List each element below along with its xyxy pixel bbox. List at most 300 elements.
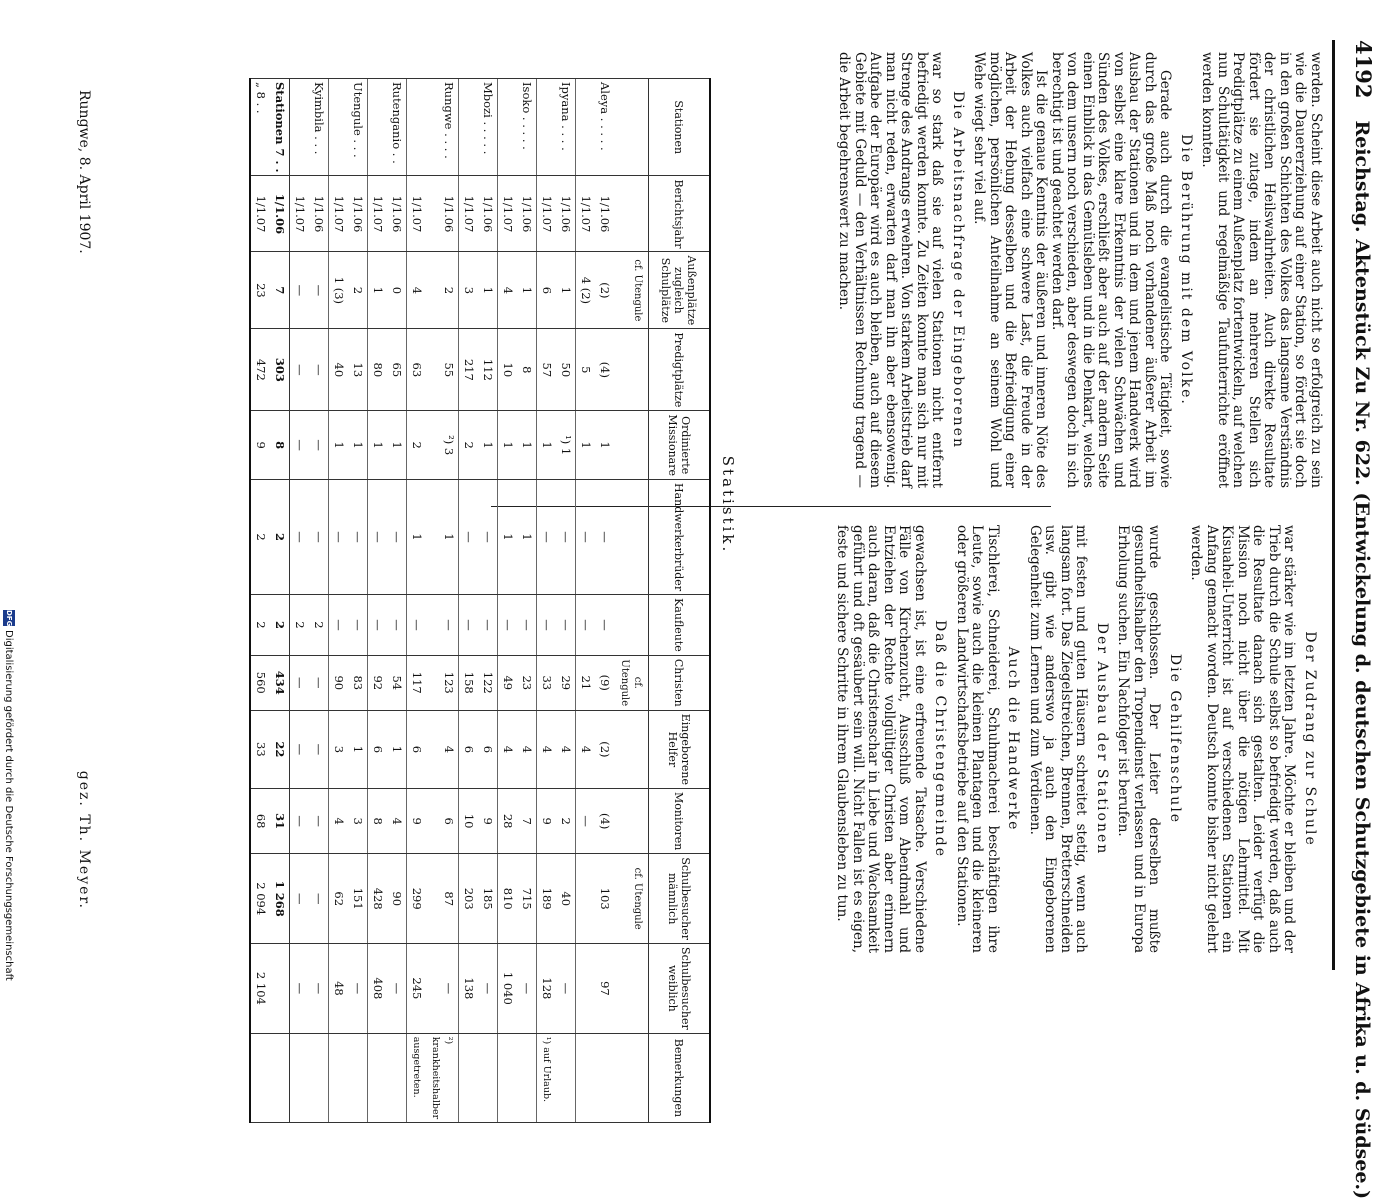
table-cell: — — [290, 854, 310, 944]
table-row — [576, 79, 596, 1123]
table-cell — [614, 710, 649, 788]
table-cell: 1 — [407, 479, 427, 594]
section-heading: Der Zudrang zur Schule — [1302, 631, 1318, 847]
table-cell: 428 — [368, 854, 388, 944]
right-column — [834, 525, 1323, 953]
table-cell: 1 — [329, 411, 349, 480]
table-cell: — — [459, 479, 479, 594]
table-cell: 7 — [270, 252, 290, 329]
paragraph: war so stark daß sie auf vielen Stationen nicht entfernt befriedigt werden konnte. Zu Zeiten konnte man sich nur mit Strenge des Andrangs erwehren. Von starkem Arbeitstrieb darf man nicht reden, erwarten darf man ihn aber ebensowenig. Aufgabe der Europäer wird es auch bleiben, auch auf diesem Gebiete mit Geduld — den Verhältnissen Rechnung tragend — die Arbeit begehrenswert zu machen. — [836, 52, 946, 488]
table-cell: 40 — [556, 854, 576, 944]
table-cell: cf. Utengule — [614, 252, 649, 329]
place-date: Rungwe, 8. April 1907. — [76, 90, 92, 254]
table-cell: — — [498, 595, 518, 656]
paragraph: war stärker wie im letzten Jahre. Möchte er bleiben und der Trieb durch die Schule selbst so befriedigt werden, daß auch die Resultate danach sich gestalten. Leider verfügt die Mission noch nicht über die nötigen Lehrmittel. Mit Kisuaheli-Unterricht ist auf verschiedenen Stationen ein Anfang gemacht worden. Deutsch konnte bisher nicht gelehrt werden. — [1188, 525, 1298, 953]
table-cell: 21 — [576, 655, 596, 710]
table-cell: 1 — [478, 411, 498, 480]
table-cell: — — [309, 944, 329, 1034]
table-cell: — — [556, 479, 576, 594]
table-cell: 54 — [387, 655, 407, 710]
table-cell: Mbozi . . . . . — [478, 79, 498, 176]
table-cell: 3 — [348, 788, 368, 853]
table-cell: 49 — [498, 655, 518, 710]
table-cell: 4 — [517, 710, 537, 788]
table-cell: — — [290, 329, 310, 411]
table-cell: 1/1.06 — [387, 176, 407, 252]
table-cell: 6 — [478, 710, 498, 788]
table-cell: 0 — [387, 252, 407, 329]
table-cell: 31 — [270, 788, 290, 853]
table-cell: 2 104 — [250, 944, 270, 1034]
column-header: Außenplätze zugleich Schulplätze — [649, 252, 711, 329]
table-cell: — — [426, 595, 459, 656]
table-cell: 3 — [329, 710, 349, 788]
table-cell: (4) — [595, 788, 614, 853]
table-cell: — — [517, 595, 537, 656]
table-cell: 63 — [407, 329, 427, 411]
table-cell — [407, 79, 427, 176]
table-cell: 138 — [459, 944, 479, 1034]
section-heading: Daß die Christengemeinde — [932, 619, 949, 859]
table-row — [614, 79, 649, 1123]
table-cell: — — [478, 479, 498, 594]
dfg-logo: DFG — [5, 610, 13, 627]
table-cell: — — [595, 479, 614, 594]
table-cell: — — [309, 788, 329, 853]
table-cell — [387, 1033, 407, 1122]
table-cell: 1 — [478, 252, 498, 329]
signoff — [76, 90, 92, 910]
table-cell: Isoko . . . . . — [517, 79, 537, 176]
table-cell: — — [537, 479, 557, 594]
table-cell: 434 — [270, 655, 290, 710]
table-cell — [614, 1033, 649, 1122]
table-cell: — — [309, 854, 329, 944]
table-cell — [614, 944, 649, 1034]
table-cell — [309, 1033, 329, 1122]
table-cell: 123 — [426, 655, 459, 710]
table-cell — [270, 1033, 290, 1122]
paragraph: wurde geschlossen. Der Leiter derselben mußte gesundheitshalber den Tropendienst verlassen und in Europa Erholung suchen. Ein Nachfolger ist berufen. — [1115, 525, 1163, 953]
table-cell: 50 — [556, 329, 576, 411]
table-cell: 112 — [478, 329, 498, 411]
table-cell: — — [368, 479, 388, 594]
table-cell: 57 — [537, 329, 557, 411]
table-cell: 23 — [250, 252, 270, 329]
table-body — [250, 79, 649, 1123]
table-cell: (4) — [595, 329, 614, 411]
table-cell — [290, 79, 310, 176]
table-cell — [290, 1033, 310, 1122]
table-cell — [614, 411, 649, 480]
table-cell: Rungwe . . . . — [426, 79, 459, 176]
table-cell: 1 — [556, 252, 576, 329]
table-cell: — — [290, 479, 310, 594]
table-cell: 2 — [556, 788, 576, 853]
table-cell: 92 — [368, 655, 388, 710]
table-cell: 1 — [348, 411, 368, 480]
table-row — [517, 79, 537, 1123]
table-row — [387, 79, 407, 1123]
table-cell: — — [595, 595, 614, 656]
table-cell: 28 — [498, 788, 518, 853]
table-cell: 189 — [537, 854, 557, 944]
table-cell: — — [309, 411, 329, 480]
table-cell: 90 — [329, 655, 349, 710]
table-cell — [576, 79, 596, 176]
table-cell: 4 — [329, 788, 349, 853]
table-cell: 1/1.06 — [478, 176, 498, 252]
section-heading: Die Berührung mit dem Volke. — [1178, 134, 1194, 406]
column-header: Handwerkerbrüder — [649, 479, 711, 594]
table-cell: 6 — [537, 252, 557, 329]
sidebar-strip — [0, 605, 20, 1000]
table-cell: 1 268 — [270, 854, 290, 944]
table-row — [498, 79, 518, 1123]
table-cell: 1/1.06 — [517, 176, 537, 252]
table-cell: Utengule . . . — [348, 79, 368, 176]
table-cell: ²) 3 — [426, 411, 459, 480]
table-cell: 97 — [595, 944, 614, 1034]
table-cell: 9 — [250, 411, 270, 480]
table-cell: 122 — [478, 655, 498, 710]
table-cell: 2 — [290, 595, 310, 656]
table-cell: 7 — [517, 788, 537, 853]
table-cell — [614, 788, 649, 853]
table-cell: 1 (3) — [329, 252, 349, 329]
table-cell: 1/1.07 — [407, 176, 427, 252]
table-cell: 65 — [387, 329, 407, 411]
table-cell: — — [348, 944, 368, 1034]
table-cell: 8 — [368, 788, 388, 853]
section-heading: Die Gehilfenschule — [1167, 653, 1183, 825]
table-cell: 1/1.07 — [250, 176, 270, 252]
table-cell: (9) — [595, 655, 614, 710]
table-cell: 2 — [426, 252, 459, 329]
signature: gez. Th. Meyer. — [76, 770, 92, 910]
table-cell: 1 — [387, 710, 407, 788]
table-cell — [614, 595, 649, 656]
table-cell: Rutenganio . . — [387, 79, 407, 176]
table-cell: — — [556, 944, 576, 1034]
table-cell — [368, 1033, 388, 1122]
column-header: Monitoren — [649, 788, 711, 853]
table-cell: 10 — [459, 788, 479, 853]
table-cell: 13 — [348, 329, 368, 411]
table-cell: 117 — [407, 655, 427, 710]
table-cell: — — [309, 710, 329, 788]
table-cell: 48 — [329, 944, 349, 1034]
table-cell: — — [478, 595, 498, 656]
table-cell: — — [290, 252, 310, 329]
table-row — [329, 79, 349, 1123]
table-cell: 1 — [387, 411, 407, 480]
table-cell: — — [309, 479, 329, 594]
table-cell: ausgetreten. — [407, 1033, 427, 1122]
table-cell: 1/1.07 — [498, 176, 518, 252]
table-row — [348, 79, 368, 1123]
table-cell: — — [329, 595, 349, 656]
table-cell — [250, 1033, 270, 1122]
table-cell: 9 — [537, 788, 557, 853]
paragraph: werden. Scheint diese Arbeit auch nicht so erfolgreich zu sein wie die Dauererziehung auf einer Station, so fördert sie doch in den großen Schichten des Volkes das langsame Verständnis der christlichen Heilswahrheiten. Auch direkte Resultate fördert sie zutage, indem an mehreren Stellen sich Predigtplätze zu einem Außenplatz fortentwickeln, auf welchen nun Schultätigkeit und regelmäßige Taufunterrichte eröffnet werden konnten. — [1199, 52, 1324, 488]
table-cell: ²) krankheitshalber — [426, 1033, 459, 1122]
table-cell: — — [407, 595, 427, 656]
table-cell: 1/1.06 — [556, 176, 576, 252]
table-cell: 9 — [478, 788, 498, 853]
table-cell: — — [348, 595, 368, 656]
table-cell: 33 — [250, 710, 270, 788]
left-column — [836, 52, 1323, 488]
table-cell: 6 — [459, 710, 479, 788]
table-cell — [270, 944, 290, 1034]
table-cell: (2) — [595, 252, 614, 329]
table-cell: 4 — [556, 710, 576, 788]
table-cell: 10 — [498, 329, 518, 411]
table-cell — [517, 1033, 537, 1122]
table-cell: Ipyana . . . . — [556, 79, 576, 176]
table-cell: 408 — [368, 944, 388, 1034]
table-row — [537, 79, 557, 1123]
table-cell: 1 — [517, 479, 537, 594]
table-cell — [576, 944, 596, 1034]
table-cell: 103 — [595, 854, 614, 944]
table-cell: 128 — [537, 944, 557, 1034]
table-cell: 5 — [576, 329, 596, 411]
table-cell: 1/1.06 — [270, 176, 290, 252]
table-cell: — — [576, 788, 596, 853]
paragraph: Ist die genaue Kenntnis der äußeren und inneren Nöte des Volkes auch vielfach eine schwere Last, die Freude in der Arbeit der Hebung desselben und die Befriedigung einer möglichen, persönlichen Anteilnahme an seinem Wohl und Wehe wiegt sehr viel auf. — [971, 52, 1050, 488]
table-cell: 3 — [459, 252, 479, 329]
table-cell — [576, 1033, 596, 1122]
table-row — [407, 79, 427, 1123]
table-cell: 2 — [250, 479, 270, 594]
table-cell: — — [290, 411, 310, 480]
table-cell: (2) — [595, 710, 614, 788]
table-cell: 62 — [329, 854, 349, 944]
table-cell: — — [517, 944, 537, 1034]
table-cell: 83 — [348, 655, 368, 710]
table-cell: 1 — [426, 479, 459, 594]
table-cell: ¹) auf Urlaub. — [537, 1033, 557, 1122]
table-cell — [498, 1033, 518, 1122]
table-cell: 40 — [329, 329, 349, 411]
column-header: Schulbesucher männlich — [649, 854, 711, 944]
table-cell: cf. Utengule — [614, 854, 649, 944]
table-cell: 4 — [426, 710, 459, 788]
sidebar-credit — [0, 610, 18, 990]
table-cell: 1/1.06 — [595, 176, 614, 252]
table-cell: Stationen 7 . . — [270, 79, 290, 176]
table-cell: 1/1.06 — [426, 176, 459, 252]
table-row — [270, 79, 290, 1123]
table-cell: 1 — [498, 411, 518, 480]
table-cell: 22 — [270, 710, 290, 788]
table-cell: — — [290, 655, 310, 710]
table-row — [309, 79, 329, 1123]
statistics-title: Statistik. — [719, 455, 737, 555]
table-cell — [348, 1033, 368, 1122]
section-heading: Der Ausbau der Stationen — [1094, 622, 1110, 856]
table-cell — [595, 1033, 614, 1122]
table-cell: 472 — [250, 329, 270, 411]
table-cell — [614, 329, 649, 411]
table-cell: Aleya . . . . . — [595, 79, 614, 176]
table-cell: 203 — [459, 854, 479, 944]
column-header: Christen — [649, 655, 711, 710]
table-cell: 2 — [270, 595, 290, 656]
table-cell: 8 — [270, 411, 290, 480]
table-cell: — — [387, 944, 407, 1034]
table-cell: 4 — [387, 788, 407, 853]
table-cell — [329, 79, 349, 176]
table-cell: 4 — [407, 252, 427, 329]
table-cell: 715 — [517, 854, 537, 944]
table-row — [368, 79, 388, 1123]
table-cell: 1/1.07 — [329, 176, 349, 252]
table-cell: 1/1.06 — [348, 176, 368, 252]
table-row — [290, 79, 310, 1123]
table-cell — [498, 79, 518, 176]
table-cell: 1/1.07 — [537, 176, 557, 252]
table-cell: — — [329, 479, 349, 594]
section-heading: Auch die Handwerke — [1005, 646, 1022, 832]
table-cell: 2 094 — [250, 854, 270, 944]
table-cell: 1 040 — [498, 944, 518, 1034]
table-cell: — — [348, 479, 368, 594]
table-cell: 23 — [517, 655, 537, 710]
table-cell: — — [576, 479, 596, 594]
statistics-table — [249, 78, 711, 1123]
table-cell: — — [387, 479, 407, 594]
paragraph: mit festen und guten Häusern schreitet stetig, wenn auch langsam fort. Das Ziegelstreichen, Brennen, Bretterschneiden usw. gibt wie anderswo ja auch den Eingeborenen Gelegenheit zum Lernen und zum Verdienen. — [1027, 525, 1090, 953]
table-cell: 151 — [348, 854, 368, 944]
column-header: Predigtplätze — [649, 329, 711, 411]
table-cell: 4 — [498, 252, 518, 329]
table-cell: 2 — [459, 411, 479, 480]
table-cell — [478, 1033, 498, 1122]
table-cell — [329, 1033, 349, 1122]
paragraph: Gerade auch durch die evangelistische Tätigkeit, sowie durch das große Maß noch vorhandener äußerer Arbeit im Ausbau der Stationen und in dem und jenem Handwerk wird von selbst eine klare Erkenntnis der vielen Schwächen und Sünden des Volkes, erschließt aber auch auf der andern Seite einen Einblick in das Gemütsleben und in die Denkart, welches von dem unsern noch verschieden, aber deswegen doch in sich berechtigt ist und geachtet werden darf. — [1049, 52, 1174, 488]
table-cell: 810 — [498, 854, 518, 944]
table-cell: 1 — [517, 252, 537, 329]
table-cell: — — [368, 595, 388, 656]
table-cell: 2 — [250, 595, 270, 656]
paragraph: gewachsen ist, ist eine erfreuende Tatsache. Verschiedene Fälle von Kirchenzucht, Ausschluß vom Abendmahl und Entziehen der Rechte vollgültiger Christen aber erinnern auch daran, daß die Christenschar in Liebe und Wachsamkeit geführt und oft gesäubert sein will. Nicht Fallen ist es eigen, feste und sichere Schritte in ihrem Glaubensleben zu tun. — [834, 525, 928, 953]
table-cell: 4 — [537, 710, 557, 788]
table-cell — [459, 79, 479, 176]
table-cell: 55 — [426, 329, 459, 411]
table-row — [426, 79, 459, 1123]
page-number: 4192 — [1351, 40, 1376, 99]
table-cell: 29 — [556, 655, 576, 710]
table-cell — [614, 176, 649, 252]
table-cell: 6 — [368, 710, 388, 788]
table-cell: 87 — [426, 854, 459, 944]
table-cell — [537, 79, 557, 176]
table-cell: 303 — [270, 329, 290, 411]
table-cell: 1/1.07 — [576, 176, 596, 252]
table-cell: — — [556, 595, 576, 656]
table-cell: 1 — [576, 411, 596, 480]
table-cell: 1 — [595, 411, 614, 480]
table-cell: 68 — [250, 788, 270, 853]
table-header-row — [649, 79, 711, 1123]
table-cell: 1 — [498, 479, 518, 594]
table-cell: 560 — [250, 655, 270, 710]
table-cell: 33 — [537, 655, 557, 710]
table-cell: — — [290, 788, 310, 853]
table-cell: — — [426, 944, 459, 1034]
column-header: Schulbesucher weiblich — [649, 944, 711, 1034]
column-header: Bemerkungen — [649, 1033, 711, 1122]
table-cell: 158 — [459, 655, 479, 710]
table-cell: cf. Utengule — [614, 655, 649, 710]
table-cell: 1 — [537, 411, 557, 480]
table-cell: 1/1.07 — [368, 176, 388, 252]
table-cell: 1 — [517, 411, 537, 480]
table-cell: — — [478, 944, 498, 1034]
table-cell: — — [459, 595, 479, 656]
table-cell: 4 (2) — [576, 252, 596, 329]
table-cell: — — [290, 710, 310, 788]
table-row — [250, 79, 270, 1123]
table-cell: 2 — [309, 595, 329, 656]
table-cell: — — [576, 595, 596, 656]
table-cell: 8 — [517, 329, 537, 411]
column-header: Berichtsjahr — [649, 176, 711, 252]
table-cell: 80 — [368, 329, 388, 411]
table-cell: ¹) 1 — [556, 411, 576, 480]
table-cell: 1/1.07 — [290, 176, 310, 252]
table-cell: 2 — [270, 479, 290, 594]
column-header: Eingeborene Helfer — [649, 710, 711, 788]
table-cell — [614, 79, 649, 176]
table-row — [459, 79, 479, 1123]
table-row — [556, 79, 576, 1123]
table-cell: 1 — [368, 252, 388, 329]
table-cell: 90 — [387, 854, 407, 944]
column-header: Ordinierte Missionare — [649, 411, 711, 480]
table-cell: Kyimbila . . . — [309, 79, 329, 176]
table-cell: „ 8 . . — [250, 79, 270, 176]
table-cell — [368, 79, 388, 176]
table-cell: 2 — [348, 252, 368, 329]
table-cell: 245 — [407, 944, 427, 1034]
table-cell: 9 — [407, 788, 427, 853]
paragraph: Tischlerei, Schneiderei, Schuhmacherei beschäftigen ihre Leute, sowie auch die kleinen Plantagen und die kleineren oder größeren Landwirtschaftsbetriebe auf den Stationen. — [954, 525, 1001, 953]
table-row — [595, 79, 614, 1123]
table-cell: 1 — [348, 710, 368, 788]
table-cell: 217 — [459, 329, 479, 411]
page-title: Reichstag. Aktenstück Zu Nr. 622. (Entwickelung d. deutschen Schutzgebiete in Afrika u. d. Südsee.) — [1351, 120, 1373, 1199]
table-cell: — — [309, 655, 329, 710]
sidebar-credit-text: Digitalisierung gefördert durch die Deutsche Forschungsgemeinschaft — [3, 630, 15, 981]
table-cell — [576, 854, 596, 944]
table-cell: 1 — [368, 411, 388, 480]
table-cell: 1/1.07 — [459, 176, 479, 252]
table-cell: 6 — [407, 710, 427, 788]
table-cell — [459, 1033, 479, 1122]
column-header: Stationen — [649, 79, 711, 176]
table-cell: 4 — [498, 710, 518, 788]
table-cell: 299 — [407, 854, 427, 944]
column-header: Kaufleute — [649, 595, 711, 656]
page-header — [1332, 40, 1376, 1199]
table-cell: 4 — [576, 710, 596, 788]
table-cell: — — [290, 944, 310, 1034]
table-cell: 6 — [426, 788, 459, 853]
